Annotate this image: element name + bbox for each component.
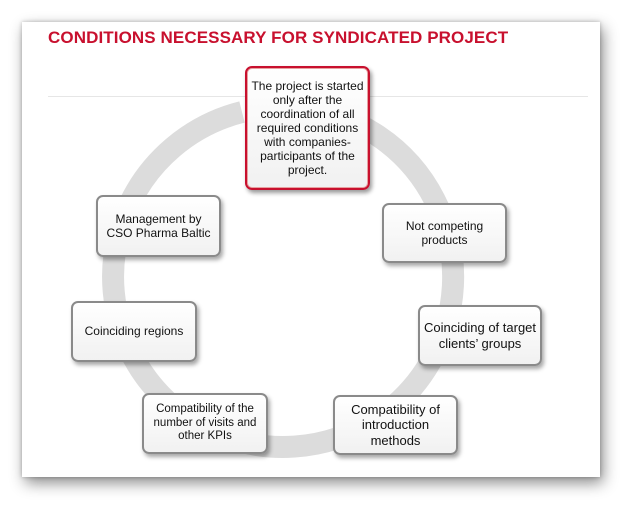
node-label: Coinciding regions [84, 324, 184, 339]
slide-title: CONDITIONS NECESSARY FOR SYNDICATED PROJECT [48, 28, 509, 47]
node-coinciding-target-clients [418, 305, 542, 366]
node-label: Management by CSO Pharma Baltic [106, 211, 211, 240]
node-label: Not competing products [405, 218, 484, 247]
node-compatibility-visits-kpis [142, 393, 268, 454]
node-label: Compatibility of introduction methods [351, 402, 440, 448]
node-compatibility-introduction-methods [333, 395, 458, 455]
node-coinciding-regions [71, 301, 197, 362]
center-node-text: The project is started only after the coordination of all required conditions with companies-participants of the project. [251, 78, 364, 178]
node-not-competing-products [382, 203, 507, 263]
node-management-cso [96, 195, 221, 257]
center-node [245, 66, 370, 190]
node-label: Compatibility of the number of visits and other KPIs [153, 403, 257, 443]
node-label: Coinciding of target clients’ groups [424, 320, 537, 351]
